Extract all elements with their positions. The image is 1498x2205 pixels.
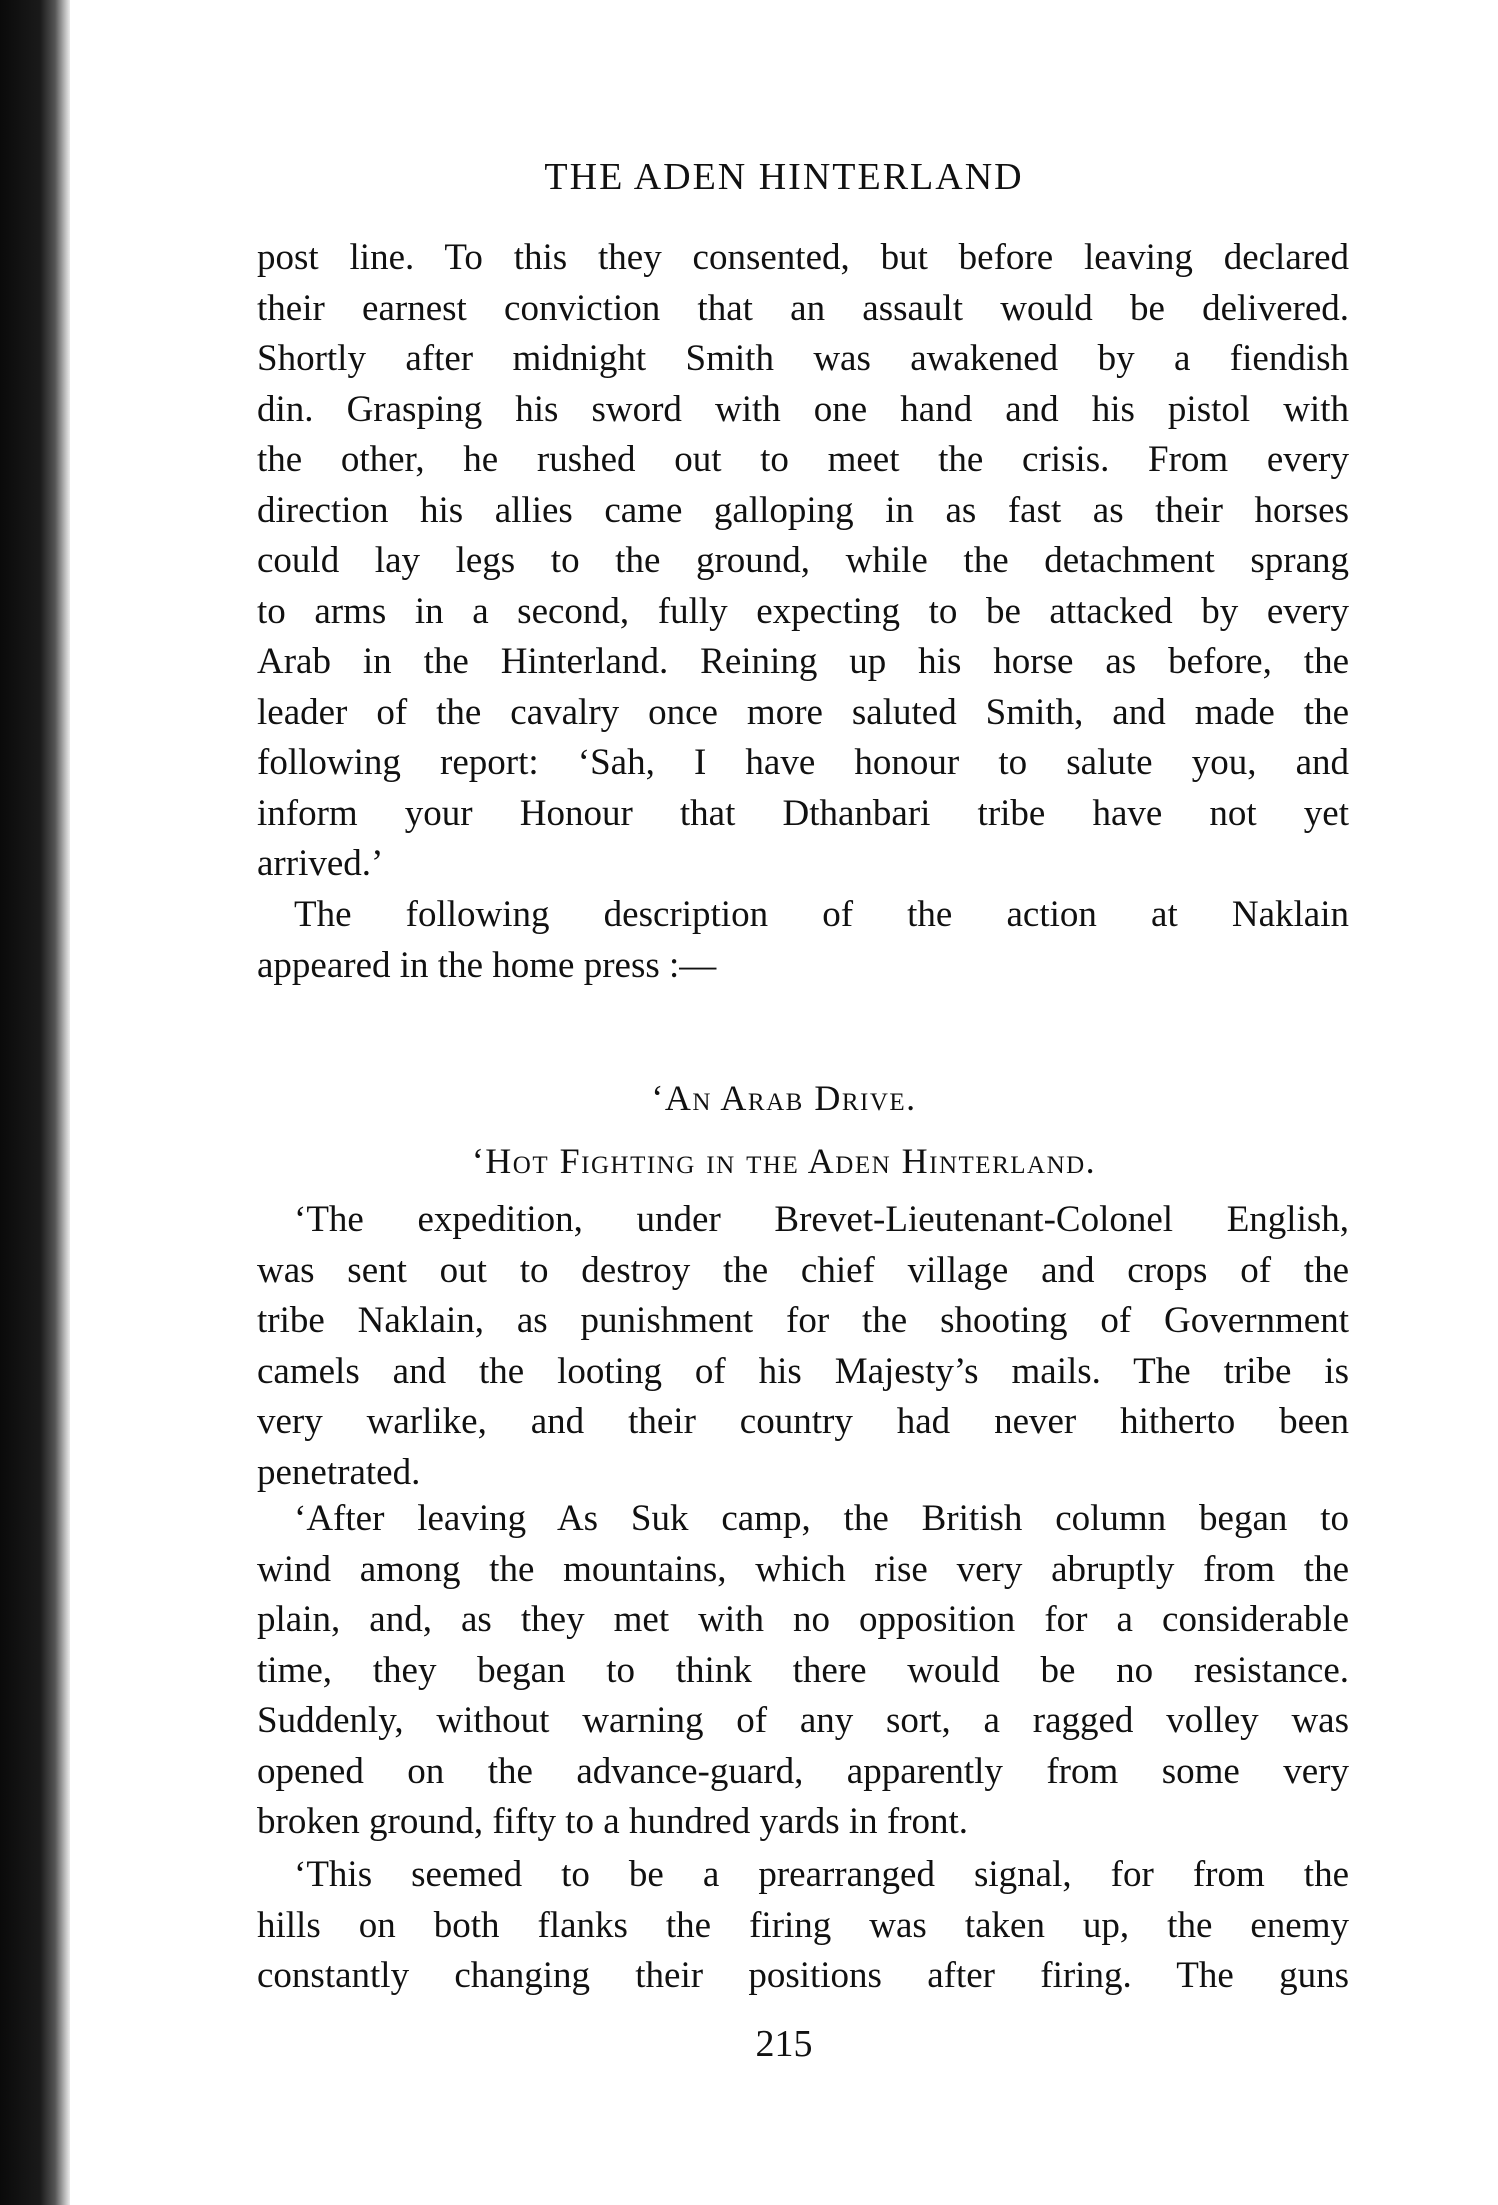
text-line: was sent out to destroy the chief village and crops of the <box>257 1249 1349 1291</box>
text-line: constantly changing their positions after firing. The guns <box>257 1955 1349 1996</box>
paragraph <box>257 1494 1349 1848</box>
text-line: arrived.’ <box>257 843 384 884</box>
text-line: opened on the advance-guard, apparently from some very <box>257 1750 1349 1792</box>
text-line: ‘The expedition, under Brevet-Lieutenant-Colonel English, <box>257 1199 1349 1240</box>
text-line: hills on both flanks the firing was taken up, the enemy <box>257 1904 1349 1946</box>
text-line: inform your Honour that Dthanbari tribe have not yet <box>257 792 1349 834</box>
text-line: broken ground, fifty to a hundred yards in front. <box>257 1801 969 1842</box>
paragraph <box>257 233 1349 890</box>
text-line: ‘This seemed to be a prearranged signal, for from the <box>257 1854 1349 1895</box>
text-line: The following description of the action at Naklain <box>257 894 1349 935</box>
text-line: could lay legs to the ground, while the detachment sprang <box>257 540 1349 581</box>
text-line: din. Grasping his sword with one hand and his pistol with <box>257 388 1349 430</box>
text-line: tribe Naklain, as punishment for the shooting of Government <box>257 1300 1349 1341</box>
paragraph <box>257 1850 1349 2002</box>
running-head: THE ADEN HINTERLAND <box>544 156 1024 198</box>
text-line: Suddenly, without warning of any sort, a ragged volley was <box>257 1700 1349 1741</box>
text-line: penetrated. <box>257 1451 421 1493</box>
text-line: following report: ‘Sah, I have honour to salute you, and <box>257 742 1349 783</box>
text-line: Arab in the Hinterland. Reining up his horse as before, the <box>257 641 1349 682</box>
text-line: very warlike, and their country had never hitherto been <box>257 1401 1349 1442</box>
text-line: to arms in a second, fully expecting to be attacked by every <box>257 590 1349 632</box>
text-line: time, they began to think there would be no resistance. <box>257 1649 1349 1691</box>
text-line: Shortly after midnight Smith was awakened by a fiendish <box>257 338 1349 379</box>
text-line: their earnest conviction that an assault would be delivered. <box>257 287 1349 329</box>
section-subheading: ‘Hot Fighting in the Aden Hinterland. <box>471 1141 1097 1181</box>
text-line: ‘After leaving As Suk camp, the British column began to <box>257 1498 1349 1539</box>
text-line: leader of the cavalry once more saluted Smith, and made the <box>257 691 1349 733</box>
text-line: camels and the looting of his Majesty’s mails. The tribe is <box>257 1350 1349 1392</box>
section-heading: ‘An Arab Drive. <box>651 1078 917 1118</box>
text-line: direction his allies came galloping in as fast as their horses <box>257 489 1349 531</box>
text-line: the other, he rushed out to meet the crisis. From every <box>257 439 1349 480</box>
paragraph <box>257 1195 1349 1498</box>
text-line: appeared in the home press :— <box>257 944 717 986</box>
page-number: 215 <box>755 2023 813 2065</box>
text-line: wind among the mountains, which rise very abruptly from the <box>257 1548 1349 1590</box>
text-line: post line. To this they consented, but before leaving declared <box>257 237 1349 278</box>
paragraph <box>257 890 1349 991</box>
text-line: plain, and, as they met with no opposition for a considerable <box>257 1599 1349 1640</box>
